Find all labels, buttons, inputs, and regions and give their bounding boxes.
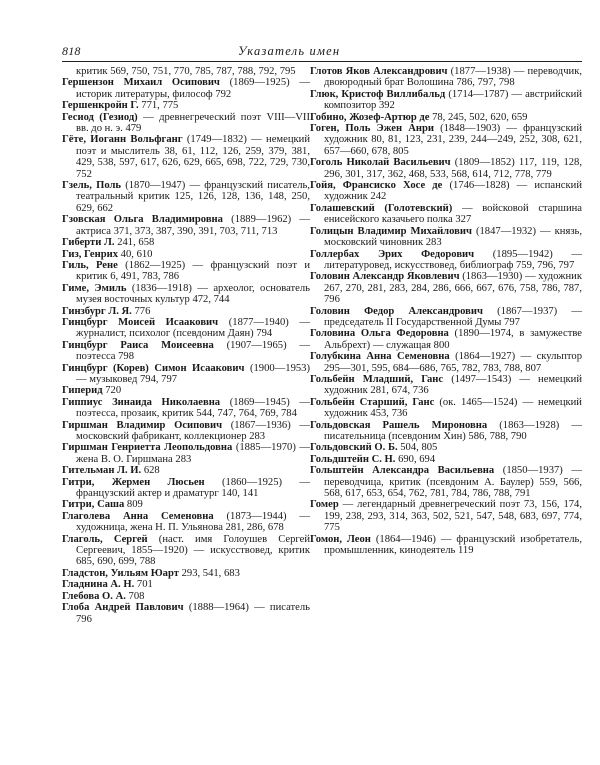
entry-text: (1749—1832) — немецкий поэт и мыслитель 38, 61, 112, 126, 259, 379, 381, 429, 538, 597, 617, 626, 629, 665, 698, 722, 729, 730, 752 [76, 134, 310, 180]
index-entry [62, 397, 310, 420]
index-entry [310, 112, 582, 123]
index-entry [62, 237, 310, 248]
entry-text: (1867—1937) — председатель II Государственной Думы 797 [324, 305, 582, 328]
index-entry [62, 477, 310, 500]
index-entry [62, 249, 310, 260]
entry-text: 776 [131, 305, 151, 317]
entry-name: Глоба Андрей Павлович [62, 602, 184, 614]
entry-name: Головина Ольга Федоровна [310, 328, 449, 340]
entry-text: — древнегреческий поэт VIII—VII вв. до н. э. 479 [76, 111, 310, 135]
index-entry [62, 420, 310, 443]
entry-text: (1746—1828) — испанский художник 242 [324, 180, 582, 203]
entry-text: 690, 694 [395, 453, 436, 465]
entry-text: (1873—1944) — художница, жена Н. П. Ульянова 281, 286, 678 [76, 510, 310, 534]
index-entry [62, 180, 310, 214]
index-entry [62, 77, 310, 100]
entry-text: (1714—1787) — австрийский композитор 392 [324, 88, 582, 112]
running-title: Указатель имен [238, 44, 341, 58]
index-entry [62, 511, 310, 534]
entry-text: (1888—1964) — писатель 796 [76, 602, 310, 625]
entry-name: Гиршман Генриетта Леопольдовна [62, 442, 233, 454]
entry-text: (1860—1925) — французский актер и драматург 140, 141 [76, 476, 310, 500]
entry-text: (наст. имя Голоушев Сергей Сергеевич, 1855—1920) — искусствовед, критик 685, 690, 699, 788 [76, 533, 310, 568]
entry-name: Гомер [310, 499, 339, 511]
entry-text: критик 569, 750, 751, 770, 785, 787, 788, 792, 795 [76, 66, 296, 77]
index-entry [310, 203, 582, 226]
index-entry [310, 180, 582, 203]
entry-text: (1869—1925) — историк литературы, философ 792 [76, 77, 310, 100]
entry-text: (1890—1974, в замужестве Альбрехт) — служащая 800 [324, 328, 582, 351]
entry-name: Голашевский (Голотевский) [310, 202, 453, 214]
entry-text: (1870—1947) — французский писатель, театральный критик 125, 126, 128, 136, 148, 250, 629, 662 [76, 180, 310, 214]
index-entry [310, 374, 582, 397]
entry-text: (1497—1543) — немецкий художник 281, 674, 736 [324, 373, 582, 397]
index-entry [310, 328, 582, 351]
left-column [62, 66, 310, 625]
entry-name: Гинзбург Л. Я. [62, 305, 132, 317]
entry-name: Гзель, Поль [62, 180, 122, 192]
entry-text: (1867—1936) — московский фабрикант, коллекционер 283 [76, 419, 310, 442]
entry-name: Гобино, Жозеф-Артюр де [310, 111, 430, 123]
entry-text: — войсковой старшина енисейского казачьего полка 327 [324, 202, 582, 226]
entry-text: 771, 775 [138, 100, 179, 112]
entry-text: (1900—1953) — музыковед 794, 797 [76, 362, 310, 385]
entry-name: Гинцбург Раиса Моисеевна [62, 339, 214, 351]
entry-name: Гительман Л. И. [62, 465, 142, 477]
entry-text: (1889—1962) — актриса 371, 373, 387, 390, 391, 703, 711, 713 [76, 214, 310, 237]
entry-name: Глюк, Кристоф Виллибальд [310, 88, 446, 100]
entry-name: Гершензон Михаил Осипович [62, 77, 220, 89]
index-entry [310, 249, 582, 272]
entry-name: Гиберти Л. [62, 237, 115, 249]
index-entry [62, 442, 310, 465]
entry-name: Гоголь Николай Васильевич [310, 157, 451, 169]
right-column [310, 66, 582, 556]
index-entry [310, 157, 582, 180]
entry-text: (1895—1942) — литературовед, искусствовед, библиограф 759, 796, 797 [324, 248, 583, 271]
entry-name: Глаголь, Сергей [62, 533, 148, 545]
index-entry [62, 317, 310, 340]
index-entry [62, 260, 310, 283]
entry-name: Гоген, Поль Эжен Анри [310, 123, 434, 135]
entry-name: Гёте, Иоганн Вольфганг [62, 134, 183, 146]
entry-name: Гитри, Жермен Люсьен [62, 476, 205, 488]
entry-text: (1863—1930) — художник 267, 270, 281, 283, 284, 286, 666, 667, 676, 758, 786, 787, 796 [324, 271, 582, 306]
entry-text: 628 [141, 465, 160, 477]
index-entry [62, 465, 310, 476]
index-entry [62, 534, 310, 568]
entry-name: Гольдовская Рашель Мироновна [310, 419, 488, 431]
entry-name: Гитри, Саша [62, 499, 125, 511]
entry-text: (1848—1903) — французский художник 80, 81, 123, 231, 239, 244—249, 252, 308, 621, 657—660, 678, 805 [324, 123, 582, 157]
entry-text: (1847—1932) — князь, московский чиновник 283 [324, 225, 582, 249]
index-entry [62, 66, 310, 77]
entry-name: Глебова О. А. [62, 590, 126, 602]
index-entry [310, 271, 582, 305]
index-entry [310, 454, 582, 465]
index-entry [310, 499, 582, 533]
entry-name: Гольбейн Младший, Ганс [310, 373, 444, 385]
entry-name: Гладнина А. Н. [62, 579, 135, 591]
index-entry [62, 568, 310, 579]
index-entry [310, 66, 582, 89]
entry-name: Гиме, Эмиль [62, 282, 127, 294]
index-entry [310, 123, 582, 157]
index-entry [310, 442, 582, 453]
entry-name: Гольдштейн С. Н. [310, 453, 396, 465]
entry-text: (1836—1918) — археолог, основатель музея восточных культур 472, 744 [76, 282, 310, 306]
entry-name: Гиршман Владимир Осипович [62, 419, 223, 431]
entry-text: — легендарный древнегреческий поэт 73, 156, 174, 199, 238, 293, 314, 363, 502, 521, 547, 548, 683, 697, 774, 775 [324, 499, 582, 534]
entry-name: Головин Федор Александрович [310, 305, 483, 317]
entry-name: Гойя, Франсиско Хосе де [310, 180, 443, 192]
entry-text: (1809—1852) 117, 119, 128, 296, 301, 317, 362, 468, 533, 568, 614, 712, 778, 779 [324, 157, 582, 180]
entry-text: 708 [125, 590, 145, 602]
index-entry [62, 100, 310, 111]
entry-text: (1877—1940) — журналист, психолог (псевдоним Даян) 794 [76, 316, 310, 340]
index-entry [62, 385, 310, 396]
entry-text: 293, 541, 683 [178, 567, 240, 579]
entry-name: Голлербах Эрих Федорович [310, 248, 475, 260]
index-entry [310, 420, 582, 443]
index-entry [62, 602, 310, 625]
entry-text: 78, 245, 502, 620, 659 [429, 111, 528, 123]
entry-name: Голицын Владимир Михайлович [310, 225, 472, 237]
entry-text: 701 [134, 579, 153, 591]
index-entry [62, 214, 310, 237]
entry-name: Голубкина Анна Семеновна [310, 351, 450, 363]
entry-name: Гомон, Леон [310, 533, 371, 545]
entry-text: (ок. 1465—1524) — немецкий художник 453, 736 [324, 396, 582, 420]
entry-name: Гладстон, Уильям Юарт [62, 567, 179, 579]
entry-name: Гзовская Ольга Владимировна [62, 214, 223, 226]
entry-text: (1864—1927) — скульптор 295—301, 595, 684—686, 765, 782, 783, 788, 807 [324, 351, 582, 374]
entry-text: (1877—1938) — переводчик, двоюродный брат Волошина 786, 797, 798 [324, 66, 582, 89]
index-entry [310, 534, 582, 557]
index-entry [62, 499, 310, 510]
index-entry [62, 579, 310, 590]
index-entry [310, 397, 582, 420]
entry-name: Гиппиус Зинаида Николаевна [62, 396, 221, 408]
entry-text: 40, 610 [118, 248, 153, 260]
entry-text: 241, 658 [114, 237, 155, 249]
entry-text: (1862—1925) — французский поэт и критик 6, 491, 783, 786 [76, 259, 310, 283]
index-entry [62, 340, 310, 363]
index-entry [310, 465, 582, 499]
entry-name: Гершенкройн Г. [62, 100, 139, 112]
entry-name: Гинцбург Моисей Исаакович [62, 316, 219, 328]
index-entry [62, 112, 310, 135]
entry-name: Гесиод (Гезиод) [62, 111, 138, 123]
entry-text: 720 [102, 385, 122, 397]
entry-text: (1850—1937) — переводчица, критик (псевдоним А. Баулер) 559, 566, 568, 617, 653, 654, 762, 781, 784, 786, 788, 791 [324, 465, 582, 500]
entry-text: 504, 805 [397, 442, 438, 454]
index-entry [310, 226, 582, 249]
entry-text: (1907—1965) — поэтесса 798 [76, 339, 310, 363]
page-number: 818 [62, 44, 81, 58]
entry-name: Глотов Яков Александрович [310, 66, 448, 77]
entry-name: Гиз, Генрих [62, 248, 119, 260]
page-header [62, 44, 582, 62]
entry-name: Гольштейн Александра Васильевна [310, 465, 495, 477]
entry-text: (1863—1928) — писательница (псевдоним Хин) 586, 788, 790 [324, 419, 582, 442]
entry-text: 809 [124, 499, 143, 511]
index-entry [310, 89, 582, 112]
entry-text: (1864—1946) — французский изобретатель, промышленник, кинодеятель 119 [324, 533, 582, 557]
index-entry [62, 591, 310, 602]
entry-name: Глаголева Анна Семеновна [62, 510, 214, 522]
entry-name: Головин Александр Яковлевич [310, 271, 460, 283]
header-rule [62, 61, 582, 62]
entry-name: Гольдовский О. Б. [310, 442, 398, 454]
entry-name: Гольбейн Старший, Ганс [310, 396, 435, 408]
index-entry [62, 134, 310, 180]
index-entry [62, 306, 310, 317]
entry-name: Гинцбург (Корев) Симон Исаакович [62, 362, 245, 374]
index-entry [62, 283, 310, 306]
entry-text: (1885—1970) — жена В. О. Гиршмана 283 [76, 442, 311, 465]
index-entry [310, 306, 582, 329]
index-entry [62, 363, 310, 386]
entry-name: Гиперид [62, 385, 103, 397]
index-entry [310, 351, 582, 374]
entry-text: (1869—1945) — поэтесса, прозаик, критик 544, 747, 764, 769, 784 [76, 396, 310, 420]
entry-name: Гиль, Рене [62, 259, 118, 271]
